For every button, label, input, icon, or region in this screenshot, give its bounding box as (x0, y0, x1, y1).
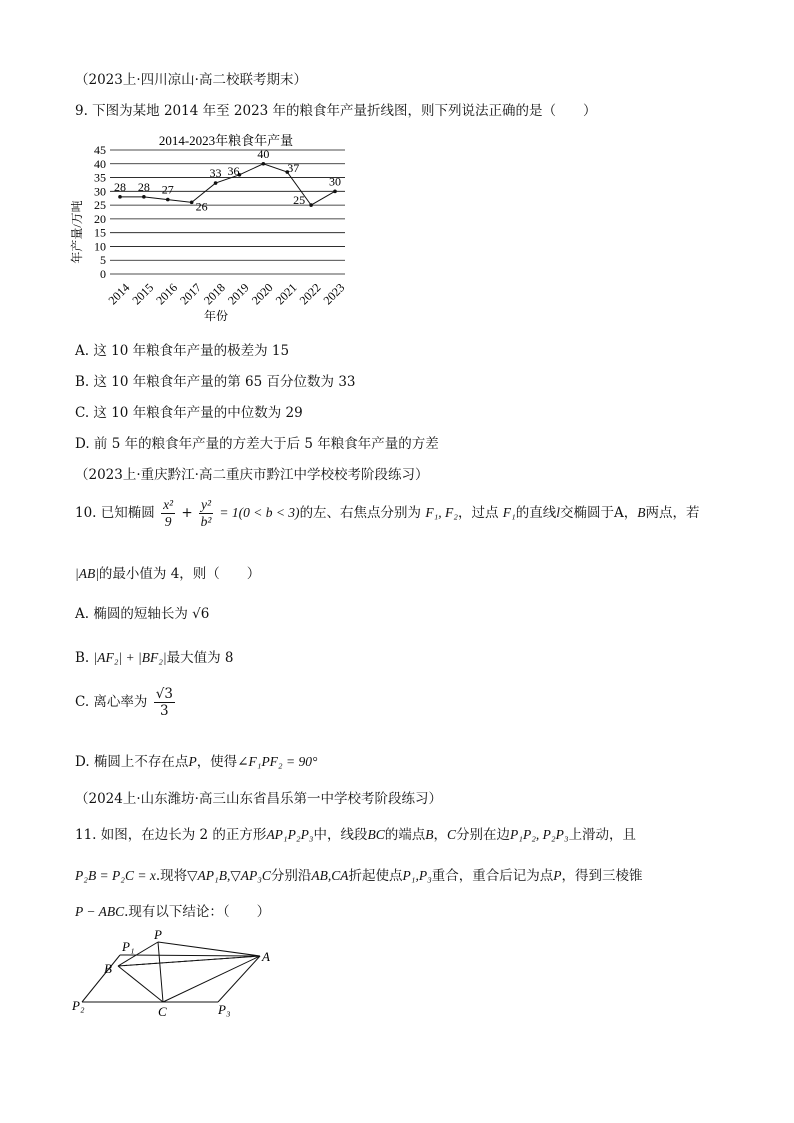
edge-p1-p2 (82, 955, 120, 1002)
edge-p-a (158, 942, 260, 956)
q11-math: P₂B = P₂C = x (75, 868, 156, 883)
q11-math: P₁P₂, P₂P₃ (510, 827, 569, 842)
q10-optd-mid: ，使得 (196, 754, 238, 770)
q11-text: 上滑动，且 (568, 827, 637, 843)
q11-math: C (447, 827, 457, 842)
x-tick-label: 2022 (296, 280, 324, 308)
option-label: B. (75, 650, 94, 666)
q10-option-a: A. 椭圆的短轴长为 √6 (75, 606, 210, 622)
y-tick-label: 40 (94, 156, 106, 171)
y-tick-label: 20 (94, 211, 106, 226)
data-label: 25 (293, 193, 306, 208)
q9-option-b: B. 这 10 年粮食年产量的第 65 百分位数为 33 (75, 374, 356, 390)
q11-line3 (75, 900, 270, 920)
x-tick-label: 2018 (201, 280, 228, 308)
x-tick-label: 2020 (248, 280, 276, 308)
q10-optb-text: 最大值为 8 (166, 650, 234, 666)
edge-b-c (118, 966, 163, 1002)
label-p: P (154, 928, 162, 942)
q10-option-c (75, 686, 177, 719)
x-tick-label: 2015 (129, 280, 157, 308)
option-label: C. 离心率为 (75, 694, 148, 710)
x-tick-label: 2023 (320, 280, 348, 308)
q10-stem (75, 497, 700, 530)
data-label: 33 (209, 166, 222, 181)
q11-text: 分别沿 (270, 868, 312, 884)
q11-text: 的端点 (384, 827, 426, 843)
q9-option-a: A. 这 10 年粮食年产量的极差为 15 (75, 343, 290, 359)
frac-den: 9 (164, 514, 172, 529)
frac-den: b² (200, 514, 212, 529)
chart-ylabel: 年产量/万吨 (70, 200, 84, 264)
data-point (309, 203, 313, 207)
q10-mid4: 交椭圆于A， (560, 505, 638, 521)
y-tick-label: 10 (94, 239, 106, 254)
y-tick-label: 45 (94, 143, 106, 157)
x-tick-label: 2021 (272, 280, 300, 308)
q10-line2-text: 的最小值为 4，则（ ） (98, 566, 261, 582)
q11-math: B (425, 827, 434, 842)
data-label: 28 (137, 179, 150, 194)
q10-f1: F₁ (502, 505, 516, 520)
x-tick-label: 2017 (177, 280, 205, 308)
y-tick-label: 15 (94, 225, 106, 240)
q10-mid3: 的直线 (515, 505, 557, 521)
q11-math: ▽AP₁B,▽AP₃C (187, 868, 271, 883)
q10-optd-p: P (188, 754, 197, 769)
data-point (166, 198, 170, 202)
q11-text: 重合，重合后记为点 (431, 868, 554, 884)
chart-xlabel: 年份 (203, 309, 229, 323)
q11-math: BC (367, 827, 385, 842)
data-label: 37 (287, 161, 300, 176)
y-tick-label: 30 (94, 184, 106, 199)
frac-num: x² (163, 497, 174, 512)
label-c: C (158, 1004, 167, 1019)
pyramid-figure (70, 928, 290, 1023)
q10-mid1: 的左、右焦点分别为 (299, 505, 422, 521)
label-p2: P₂ (72, 998, 85, 1013)
q11-math: P − ABC (75, 904, 125, 919)
q10-source: （2023上·重庆黔江·高二重庆市黔江中学校校考阶段练习） (75, 467, 429, 483)
q11-math: AP₁P₂P₃ (266, 827, 314, 842)
y-tick-label: 25 (94, 198, 106, 213)
data-label: 28 (114, 179, 126, 194)
q11-text: 11. 如图，在边长为 2 的正方形 (75, 827, 267, 843)
x-tick-label: 2014 (105, 280, 133, 308)
frac-num: y² (201, 497, 212, 512)
q10-optb-math: |AF₂| + |BF₂| (93, 650, 167, 665)
q10-optd-text: D. 椭圆上不存在点 (75, 754, 189, 770)
q11-text: 分别在边 (456, 827, 511, 843)
x-tick-label: 2019 (224, 280, 252, 308)
q10-mid2: ，过点 (458, 505, 499, 521)
q10-eccentricity-frac (154, 686, 175, 719)
q9-option-d: D. 前 5 年的粮食年产量的方差大于后 5 年粮食年产量的方差 (75, 436, 439, 452)
data-point (214, 181, 218, 185)
q11-line2 (75, 864, 643, 884)
data-point (190, 201, 194, 205)
q11-math: P₁,P₃ (402, 868, 432, 883)
y-tick-label: 35 (94, 170, 106, 185)
data-point (262, 162, 266, 166)
frac-den: 3 (160, 703, 169, 719)
data-point (333, 190, 337, 194)
data-label: 30 (329, 174, 341, 189)
q11-math: P (553, 868, 562, 883)
q9-stem: 9. 下图为某地 2014 年至 2023 年的粮食年产量折线图，则下列说法正确的是（ ） (75, 103, 597, 119)
data-label: 27 (161, 182, 174, 197)
q10-option-d (75, 750, 317, 770)
q11-math: AB,CA (311, 868, 349, 883)
chart-title: 2014-2023年粮食年产量 (158, 133, 294, 148)
edge-p1-a (120, 955, 260, 956)
edge-c-a (163, 956, 260, 1002)
label-b: B (104, 961, 112, 976)
q11-text: .现将 (155, 868, 188, 884)
q10-prefix: 10. 已知椭圆 (75, 505, 155, 521)
y-tick-label: 5 (100, 253, 106, 268)
data-label: 36 (227, 163, 240, 178)
q10-ab: |AB| (75, 566, 99, 581)
q10-line2 (75, 562, 260, 582)
q10-point-b: B (637, 505, 646, 520)
q10-cond: = 1(0 < b < 3) (219, 505, 300, 520)
data-point (118, 195, 122, 199)
q10-line-l: l (556, 505, 561, 520)
data-point (142, 195, 146, 199)
q9-option-c: C. 这 10 年粮食年产量的中位数为 29 (75, 405, 303, 421)
edge-p-c (158, 942, 163, 1002)
chart-data-labels (114, 147, 341, 214)
q11-text: 折起使点 (348, 868, 403, 884)
frac-num: √3 (155, 686, 173, 702)
label-p3: P₃ (218, 1002, 231, 1017)
q11-text: ，得到三棱锥 (561, 868, 643, 884)
data-label: 26 (195, 199, 208, 214)
edge-p3-a (218, 956, 260, 1002)
q10-mid5: 两点，若 (645, 505, 700, 521)
q11-source: （2024上·山东潍坊·高三山东省昌乐第一中学校考阶段练习） (75, 791, 442, 807)
q10-frac-x (161, 497, 175, 530)
q10-option-b (75, 646, 233, 666)
q9-source: （2023上·四川凉山·高二校联考期末） (75, 72, 307, 88)
q10-foci: F₁, F₂ (425, 505, 458, 520)
q11-line1 (75, 823, 636, 843)
label-p1: P₁ (122, 939, 135, 954)
data-label: 40 (257, 146, 270, 161)
q10-optd-math: ∠F₁PF₂ = 90° (237, 754, 318, 769)
label-a: A (262, 949, 270, 964)
y-tick-label: 0 (100, 267, 106, 281)
q11-text: 中，线段 (313, 827, 368, 843)
q10-plus: + (181, 505, 193, 521)
line-chart (70, 130, 360, 325)
q11-text: .现有以下结论：（ ） (124, 904, 271, 920)
x-tick-label: 2016 (153, 280, 181, 308)
q11-text: ， (433, 827, 448, 843)
chart-y-tick-labels (94, 143, 106, 281)
chart-x-tick-labels (105, 280, 347, 307)
q10-frac-y (199, 497, 213, 530)
